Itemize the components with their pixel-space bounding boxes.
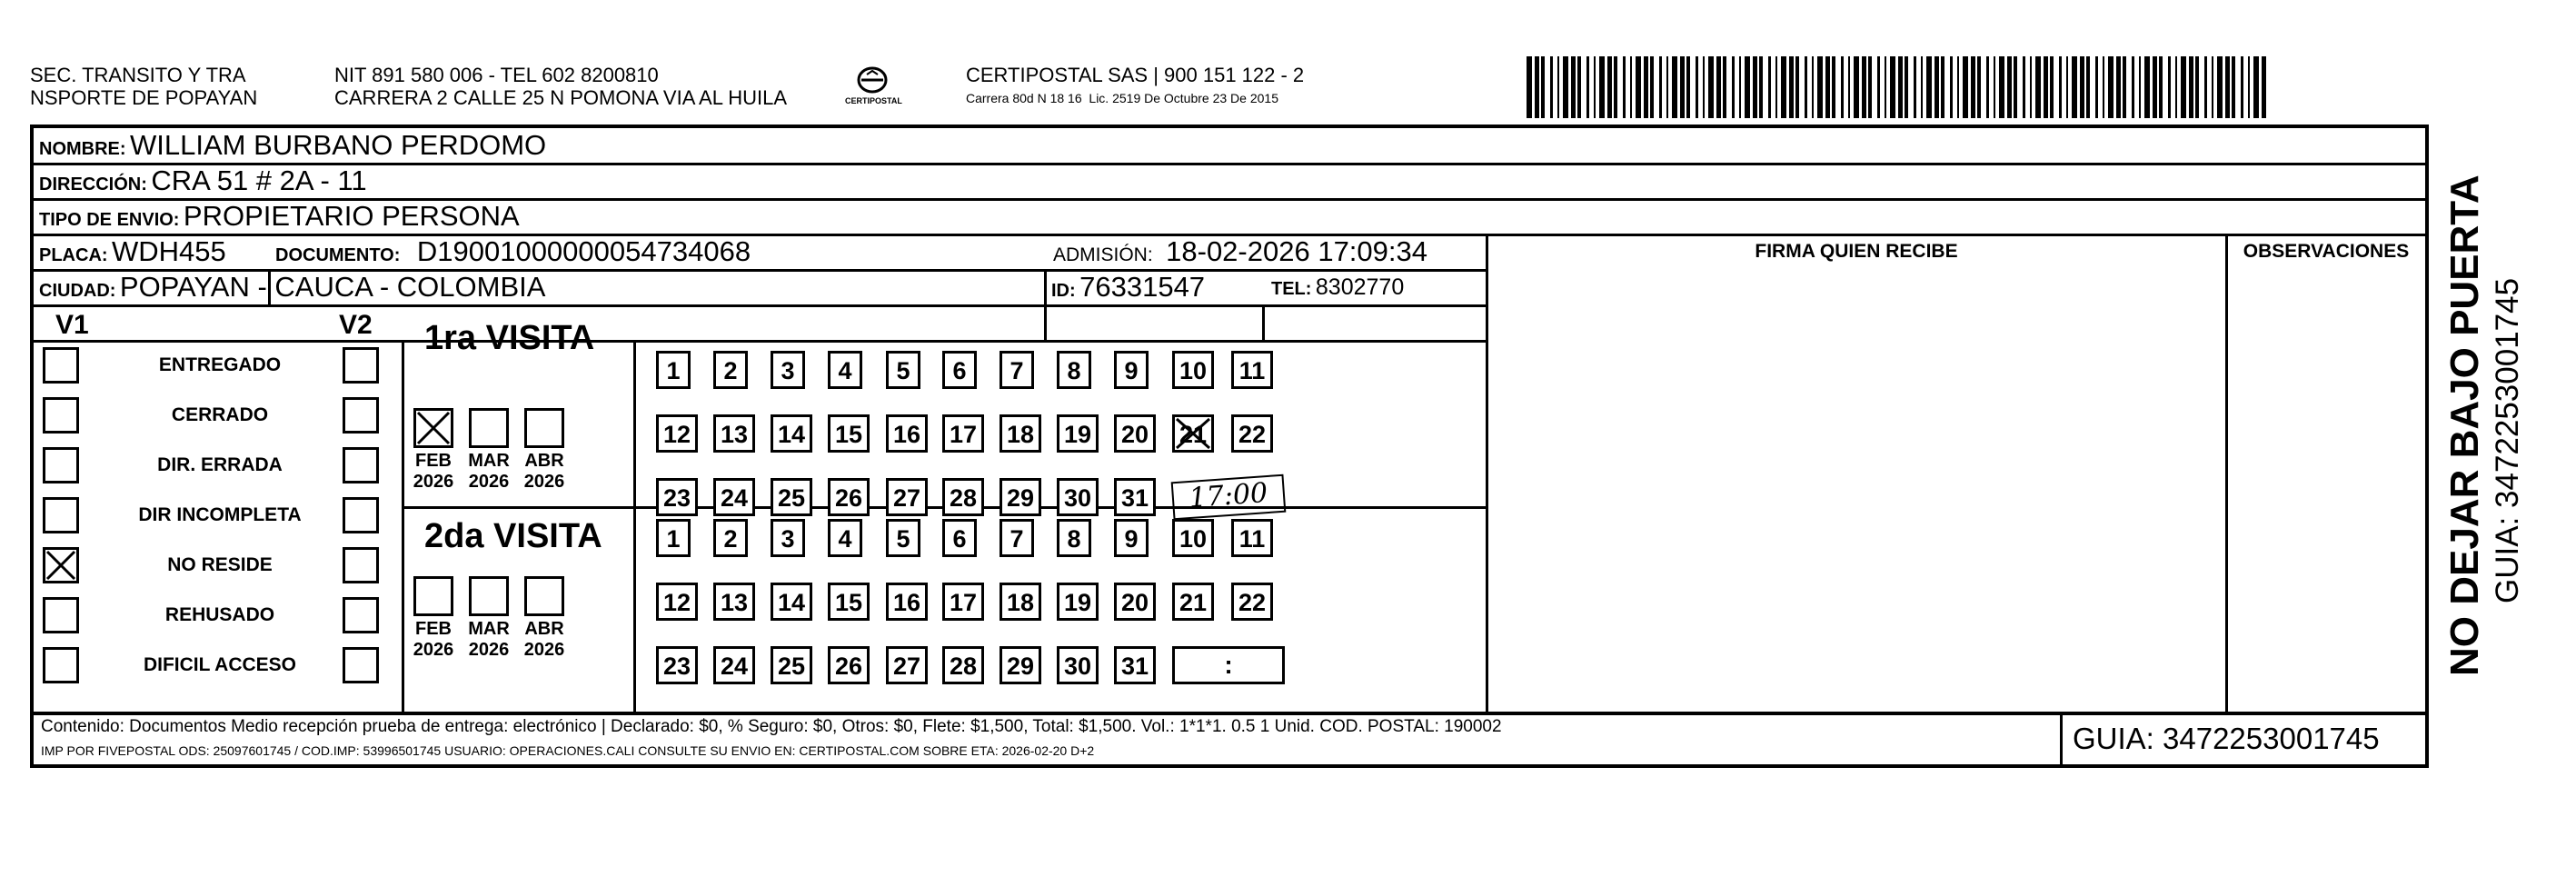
visit2-month-checkbox[interactable]	[413, 576, 453, 616]
barcode-bar	[1986, 56, 1989, 118]
tipo-envio-field	[39, 201, 520, 237]
barcode-bar	[2248, 56, 2250, 118]
documento-value: D19001000000054734068	[416, 235, 751, 267]
visit2-day-box[interactable]: 1	[656, 519, 691, 557]
v2-checkbox[interactable]	[343, 647, 379, 683]
v1-checkbox[interactable]	[43, 597, 79, 633]
visit1-year-label: 2026	[468, 472, 510, 492]
v2-checkbox[interactable]	[343, 597, 379, 633]
visit2-year-label: 2026	[413, 640, 454, 660]
barcode-bar	[1527, 56, 1532, 118]
visit1-day-box[interactable]: 13	[713, 414, 755, 453]
barcode-bar	[2253, 56, 2259, 118]
reason-label: REHUSADO	[164, 604, 275, 625]
sender-line-2: NSPORTE DE POPAYAN	[30, 86, 258, 109]
delivery-form	[30, 125, 2429, 768]
visit2-day-box[interactable]: 29	[1000, 646, 1041, 684]
visit2-day-box[interactable]: 30	[1057, 646, 1099, 684]
visit2-day-box[interactable]: 21	[1172, 583, 1214, 621]
visit2-day-box[interactable]: 7	[1000, 519, 1034, 557]
footer-content: Contenido: Documentos Medio recepción prueba de entrega: electrónico | Declarado: $0, % Seguro: $0, Otros: $0, Flete: $1,500, Total: $1,500. Vol.: 1*1*1. 0.5 1 Unid. COD. POSTAL: 190002	[41, 717, 1502, 736]
logo-text: CERTIPOSTAL	[845, 96, 902, 105]
barcode-bar	[2066, 56, 2068, 118]
tel-value: 8302770	[1315, 274, 1405, 300]
visit1-day-box[interactable]	[1172, 414, 1214, 453]
visit1-day-box[interactable]: 26	[828, 478, 870, 516]
reason-label: ENTREGADO	[158, 354, 282, 375]
sender-line-1: SEC. TRANSITO Y TRA	[30, 64, 246, 86]
visit1-day-box[interactable]: 7	[1000, 351, 1034, 389]
barcode-bar	[1723, 56, 1726, 118]
visit2-day-box[interactable]: 3	[771, 519, 805, 557]
visit1-day-box[interactable]: 31	[1114, 478, 1156, 516]
barcode-bar	[1795, 56, 1799, 118]
documento-field	[275, 236, 751, 273]
barcode-bar	[1686, 56, 1690, 118]
visit1-day-box[interactable]: 11	[1231, 351, 1273, 389]
barcode-bar	[2225, 56, 2230, 118]
visit1-day-box[interactable]: 14	[771, 414, 812, 453]
barcode-bar	[2175, 56, 2177, 118]
visit2-day-box[interactable]: 10	[1172, 519, 1214, 557]
visit2-day-box[interactable]: 31	[1114, 646, 1156, 684]
visit1-day-box[interactable]: 16	[886, 414, 928, 453]
visit1-year-label: 2026	[523, 472, 565, 492]
visit1-month-checkbox[interactable]	[524, 408, 564, 448]
barcode-bar	[2204, 56, 2207, 118]
firma-header: FIRMA QUIEN RECIBE	[1755, 241, 1958, 262]
visit2-month-label: MAR	[468, 619, 510, 639]
barcode-bar	[1862, 56, 1866, 118]
barcode-bar	[1994, 56, 1995, 118]
visit2-day-box[interactable]: 23	[656, 646, 698, 684]
barcode-bar	[2007, 56, 2012, 118]
checked-x-icon	[45, 550, 76, 581]
visit1-day-box[interactable]: 5	[886, 351, 920, 389]
visit1-month-label: MAR	[468, 451, 510, 471]
visit1-day-box[interactable]: 29	[1000, 478, 1041, 516]
side-warning: NO DEJAR BAJO PUERTA	[2442, 174, 2487, 676]
visit2-year-label: 2026	[468, 640, 510, 660]
barcode-bar	[2195, 56, 2199, 118]
tipo-envio-label: TIPO DE ENVIO:	[39, 210, 180, 230]
side-guia: GUIA: 3472253001745	[2490, 277, 2525, 603]
visit2-day-box[interactable]: 20	[1114, 583, 1156, 621]
barcode-bar	[2217, 56, 2223, 118]
visit2-day-box[interactable]: 13	[713, 583, 755, 621]
visit2-title: 2da VISITA	[424, 517, 602, 555]
barcode-bar	[1768, 56, 1771, 118]
barcode-bar	[1898, 56, 1903, 118]
certipostal-logo	[845, 64, 900, 111]
visit1-day-box[interactable]: 15	[828, 414, 870, 453]
barcode-bar	[1914, 56, 1916, 118]
visit2-month-checkbox[interactable]	[524, 576, 564, 616]
v1-label: V1	[55, 310, 89, 340]
v1-checkbox[interactable]	[43, 547, 79, 583]
barcode-bar	[2123, 56, 2126, 118]
visit1-day-box[interactable]: 2	[713, 351, 748, 389]
barcode-bar	[1885, 56, 1886, 118]
barcode-bar	[1789, 56, 1794, 118]
barcode-bar	[1577, 56, 1581, 118]
barcode-bar	[2103, 56, 2104, 118]
v2-label: V2	[339, 310, 373, 340]
barcode-bar	[1732, 56, 1735, 118]
visit2-day-box[interactable]: 28	[942, 646, 984, 684]
v2-checkbox[interactable]	[343, 397, 379, 434]
barcode-bar	[1971, 56, 1975, 118]
id-field	[1051, 272, 1205, 308]
nit-line-2: CARRERA 2 CALLE 25 N POMONA VIA AL HUILA	[334, 86, 788, 109]
footer-guia: GUIA: 3472253001745	[2073, 722, 2380, 755]
barcode-bar	[2108, 56, 2114, 118]
barcode-bar	[1817, 56, 1823, 118]
visit2-day-box[interactable]: 16	[886, 583, 928, 621]
barcode-bar	[2023, 56, 2025, 118]
admision-label: ADMISIÓN:	[1053, 244, 1153, 265]
visit2-day-box[interactable]: 22	[1231, 583, 1273, 621]
nombre-value: WILLIAM BURBANO PERDOMO	[130, 129, 547, 161]
barcode-bar	[2241, 56, 2243, 118]
barcode-bar	[1703, 56, 1705, 118]
visit1-day-box[interactable]: 24	[713, 478, 755, 516]
barcode-bar	[1941, 56, 1944, 118]
barcode-bar	[1781, 56, 1786, 118]
barcode-bar	[1921, 56, 1923, 118]
visit2-month-checkbox[interactable]	[469, 576, 509, 616]
visit1-day-box[interactable]: 4	[828, 351, 862, 389]
footer-imprint: IMP POR FIVEPOSTAL ODS: 25097601745 / COD.IMP: 53996501745 USUARIO: OPERACIONES.CALI CONSULTE SU ENVIO EN: CERTIPOSTAL.COM SOBRE ETA: 2026-02-20 D+2	[41, 743, 1095, 758]
nombre-label: NOMBRE:	[39, 139, 126, 159]
reason-label: CERRADO	[171, 404, 269, 425]
barcode-bar	[2139, 56, 2141, 118]
barcode-bar	[1854, 56, 1859, 118]
v1-checkbox[interactable]	[43, 397, 79, 434]
signature-area[interactable]	[1490, 270, 2223, 710]
barcode	[1527, 56, 2272, 118]
visit1-day-box[interactable]: 23	[656, 478, 698, 516]
barcode-bar	[2059, 56, 2062, 118]
barcode-bar	[2116, 56, 2121, 118]
visit2-day-box[interactable]: 9	[1114, 519, 1149, 557]
barcode-bar	[1650, 56, 1654, 118]
visit2-month-label: ABR	[524, 619, 564, 639]
direccion-value: CRA 51 # 2A - 11	[151, 164, 367, 196]
barcode-bar	[1963, 56, 1968, 118]
direccion-field	[39, 165, 367, 202]
observations-area[interactable]	[2230, 270, 2422, 710]
barcode-bar	[2144, 56, 2150, 118]
visit1-day-box[interactable]: 30	[1057, 478, 1099, 516]
placa-field	[39, 236, 226, 273]
v2-checkbox[interactable]	[343, 447, 379, 483]
visit2-day-box[interactable]: 14	[771, 583, 812, 621]
barcode-bar	[1957, 56, 1959, 118]
barcode-bar	[1877, 56, 1880, 118]
visit2-day-box[interactable]: 12	[656, 583, 698, 621]
barcode-bar	[1934, 56, 1939, 118]
barcode-bar	[1563, 56, 1568, 118]
barcode-bar	[1977, 56, 1981, 118]
visit2-day-box[interactable]: 18	[1000, 583, 1041, 621]
barcode-bar	[1680, 56, 1685, 118]
barcode-bar	[1586, 56, 1589, 118]
admision-value: 18-02-2026 17:09:34	[1166, 235, 1427, 267]
visit2-day-box[interactable]: 8	[1057, 519, 1091, 557]
ciudad-field	[39, 272, 545, 308]
observaciones-header: OBSERVACIONES	[2243, 241, 2410, 262]
barcode-bar	[2189, 56, 2193, 118]
v2-checkbox[interactable]	[343, 497, 379, 533]
barcode-bar	[1890, 56, 1895, 118]
visit2-day-box[interactable]: 27	[886, 646, 928, 684]
v2-checkbox[interactable]	[343, 347, 379, 384]
visit2-time-box[interactable]: :	[1172, 646, 1285, 684]
visit2-day-box[interactable]: 24	[713, 646, 755, 684]
tel-label: TEL:	[1271, 279, 1312, 299]
visit1-time-box[interactable]: 17:00	[1171, 474, 1287, 521]
barcode-bar	[1708, 56, 1714, 118]
barcode-bar	[1672, 56, 1677, 118]
visit1-day-box[interactable]: 12	[656, 414, 698, 453]
reason-label: NO RESIDE	[167, 554, 273, 575]
visit1-month-label: FEB	[415, 451, 452, 471]
barcode-bar	[1848, 56, 1850, 118]
barcode-bar	[2050, 56, 2054, 118]
barcode-bar	[1614, 56, 1617, 118]
barcode-bar	[2262, 56, 2266, 118]
barcode-bar	[1557, 56, 1559, 118]
barcode-bar	[2014, 56, 2017, 118]
visit1-day-box[interactable]: 18	[1000, 414, 1041, 453]
barcode-bar	[1636, 56, 1641, 118]
barcode-bar	[1666, 56, 1668, 118]
barcode-bar	[1623, 56, 1626, 118]
barcode-bar	[1805, 56, 1807, 118]
visit1-day-box[interactable]: 22	[1231, 414, 1273, 453]
visit2-day-box[interactable]: 25	[771, 646, 812, 684]
company-line-2: Carrera 80d N 18 16 Lic. 2519 De Octubre 23 De 2015	[966, 91, 1278, 105]
barcode-bar	[1999, 56, 2004, 118]
documento-label: DOCUMENTO:	[275, 245, 401, 265]
barcode-bar	[2044, 56, 2048, 118]
id-value: 76331547	[1079, 271, 1206, 303]
visit1-day-box[interactable]: 28	[942, 478, 984, 516]
visit2-day-box[interactable]: 5	[886, 519, 920, 557]
nombre-field	[39, 130, 546, 166]
ciudad-label: CIUDAD:	[39, 281, 116, 301]
barcode-bar	[1630, 56, 1632, 118]
reason-label: DIFICIL ACCESO	[143, 654, 296, 675]
v1-checkbox[interactable]	[43, 347, 79, 384]
barcode-bar	[1550, 56, 1553, 118]
barcode-bar	[2035, 56, 2041, 118]
barcode-bar	[1841, 56, 1844, 118]
visit1-day-box[interactable]: 10	[1172, 351, 1214, 389]
v1-checkbox[interactable]	[43, 447, 79, 483]
visit2-day-box[interactable]: 2	[713, 519, 748, 557]
nit-line-1: NIT 891 580 006 - TEL 602 8200810	[334, 64, 659, 86]
barcode-bar	[2086, 56, 2090, 118]
barcode-bar	[2232, 56, 2235, 118]
visit2-day-box[interactable]: 19	[1057, 583, 1099, 621]
visit2-day-box[interactable]: 4	[828, 519, 862, 557]
barcode-bar	[2153, 56, 2157, 118]
visit1-day-box[interactable]: 6	[942, 351, 977, 389]
barcode-bar	[1644, 56, 1648, 118]
barcode-bar	[1812, 56, 1814, 118]
company-line-1: CERTIPOSTAL SAS | 900 151 122 - 2	[966, 64, 1305, 86]
barcode-bar	[2159, 56, 2163, 118]
barcode-bar	[2132, 56, 2134, 118]
reason-label: DIR INCOMPLETA	[138, 504, 302, 525]
visit2-day-box[interactable]: 26	[828, 646, 870, 684]
visit1-day-box[interactable]: 3	[771, 351, 805, 389]
barcode-bar	[1541, 56, 1545, 118]
visit2-day-box[interactable]: 15	[828, 583, 870, 621]
visit1-month-label: ABR	[524, 451, 564, 471]
visit1-day-box[interactable]: 8	[1057, 351, 1091, 389]
visit1-day-box[interactable]: 20	[1114, 414, 1156, 453]
admision-field	[1053, 236, 1427, 273]
visit2-day-box[interactable]: 6	[942, 519, 977, 557]
barcode-bar	[2030, 56, 2032, 118]
placa-value: WDH455	[112, 235, 226, 267]
barcode-bar	[1832, 56, 1835, 118]
barcode-bar	[1825, 56, 1830, 118]
barcode-bar	[1926, 56, 1932, 118]
barcode-bar	[1571, 56, 1576, 118]
barcode-bar	[2080, 56, 2084, 118]
barcode-bar	[1739, 56, 1741, 118]
v1-checkbox[interactable]	[43, 497, 79, 533]
barcode-bar	[1868, 56, 1872, 118]
barcode-bar	[1607, 56, 1612, 118]
visit1-day-box[interactable]: 19	[1057, 414, 1099, 453]
ciudad-value: POPAYAN - CAUCA - COLOMBIA	[119, 271, 546, 303]
barcode-bar	[2072, 56, 2077, 118]
visit2-year-label: 2026	[523, 640, 565, 660]
visit1-day-box[interactable]: 27	[886, 478, 928, 516]
barcode-bar	[1535, 56, 1539, 118]
barcode-bar	[1696, 56, 1698, 118]
barcode-bar	[1775, 56, 1777, 118]
visit1-month-checkbox[interactable]	[469, 408, 509, 448]
placa-label: PLACA:	[39, 245, 108, 265]
tipo-envio-value: PROPIETARIO PERSONA	[183, 200, 520, 232]
barcode-bar	[1716, 56, 1721, 118]
barcode-bar	[1905, 56, 1908, 118]
barcode-bar	[2095, 56, 2098, 118]
barcode-bar	[1599, 56, 1605, 118]
visit1-month-checkbox[interactable]	[413, 408, 453, 448]
tel-field	[1271, 272, 1404, 306]
visit2-month-label: FEB	[415, 619, 452, 639]
barcode-bar	[1753, 56, 1757, 118]
visit1-day-box[interactable]: 25	[771, 478, 812, 516]
barcode-bar	[2212, 56, 2213, 118]
v1-checkbox[interactable]	[43, 647, 79, 683]
visit1-title: 1ra VISITA	[424, 319, 595, 357]
visit1-year-label: 2026	[413, 472, 454, 492]
barcode-bar	[2168, 56, 2171, 118]
barcode-bar	[1594, 56, 1596, 118]
barcode-bar	[1659, 56, 1662, 118]
visit2-day-box[interactable]: 17	[942, 583, 984, 621]
id-label: ID:	[1051, 281, 1076, 301]
v2-checkbox[interactable]	[343, 547, 379, 583]
visit1-day-number: 21	[1179, 421, 1208, 448]
barcode-bar	[2181, 56, 2186, 118]
visit1-day-box[interactable]: 17	[942, 414, 984, 453]
visit1-day-box[interactable]: 9	[1114, 351, 1149, 389]
reason-label: DIR. ERRADA	[157, 454, 283, 475]
barcode-bar	[1759, 56, 1763, 118]
checked-x-icon	[416, 411, 451, 445]
barcode-bar	[1950, 56, 1953, 118]
visit1-day-box[interactable]: 1	[656, 351, 691, 389]
barcode-bar	[1745, 56, 1750, 118]
visit2-day-box[interactable]: 11	[1231, 519, 1273, 557]
direccion-label: DIRECCIÓN:	[39, 174, 147, 194]
